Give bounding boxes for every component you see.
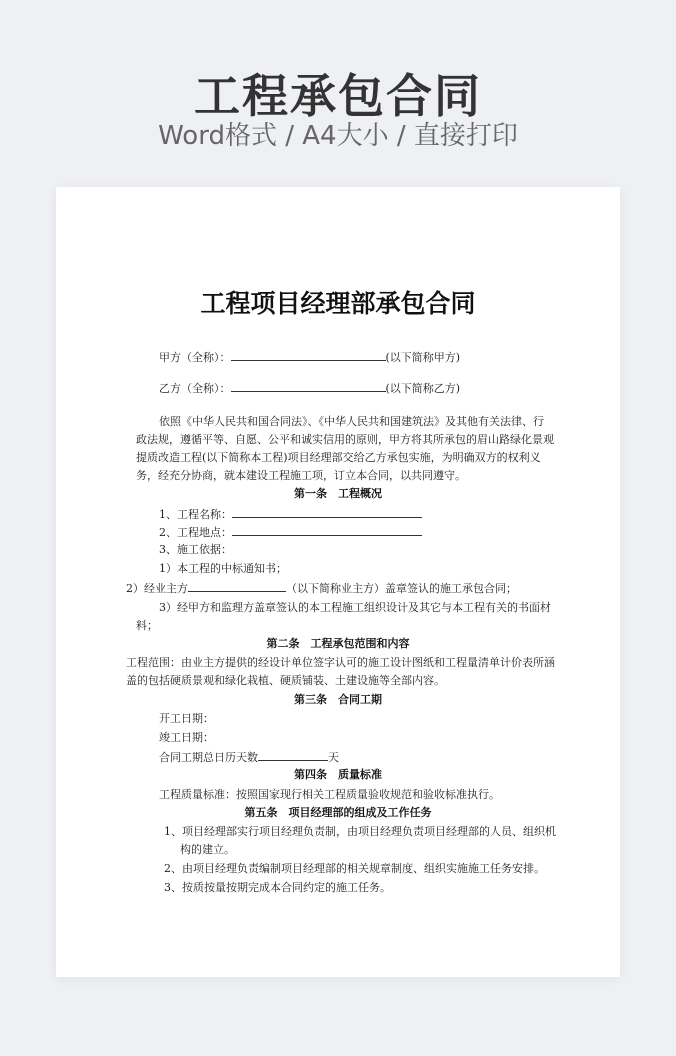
end-date-line: 竣工日期： — [159, 731, 214, 744]
intro-line-4: 务，经充分协商，就本建设工程施工项，订立本合同，以共同遵守。 — [136, 469, 466, 482]
project-location-blank — [232, 524, 422, 536]
art1-sub-2 — [126, 580, 517, 597]
art1-sub-1: 1）本工程的中标通知书； — [159, 562, 287, 575]
art1-sub-2-start: 2）经业主方 — [126, 582, 188, 595]
art1-item-3: 3、施工依据： — [159, 543, 232, 556]
article-3-heading: 第三条 合同工期 — [294, 693, 382, 706]
art5-line-3: 3、按质按量按期完成本合同约定的施工任务。 — [164, 881, 391, 894]
art5-line-1b: 构的建立。 — [180, 843, 235, 856]
total-days-blank — [258, 749, 328, 761]
art4-line-1: 工程质量标准：按照国家现行相关工程质量验收规范和验收标准执行。 — [159, 788, 500, 801]
art1-item-1-label: 1、工程名称： — [159, 508, 232, 521]
total-days-line — [159, 749, 339, 766]
party-b-label: 乙方（全称）： — [159, 382, 231, 395]
intro-line-1: 依照《中华人民共和国合同法》、《中华人民共和国建筑法》及其他有关法律、行 — [159, 415, 544, 428]
art5-line-2: 2、由项目经理负责编制项目经理部的相关规章制度、组织实施施工任务安排。 — [164, 862, 545, 875]
article-1-heading: 第一条 工程概况 — [294, 487, 382, 500]
art1-item-1 — [159, 506, 422, 523]
art1-sub-3b: 料； — [136, 619, 158, 632]
party-b-line — [159, 380, 460, 397]
start-date-line: 开工日期： — [159, 712, 214, 725]
article-2-heading: 第二条 工程承包范围和内容 — [266, 637, 410, 650]
intro-line-3: 提质改造工程(以下简称本工程)项目经理部交给乙方承包实施，为明确双方的权利义 — [136, 451, 541, 464]
owner-blank — [188, 580, 286, 592]
project-name-blank — [232, 506, 422, 518]
party-a-suffix: (以下简称甲方) — [385, 351, 461, 364]
art1-sub-2-end: （以下简称业主方）盖章签认的施工承包合同； — [286, 582, 517, 595]
party-a-line — [159, 349, 460, 366]
hero-title: 工程承包合同 — [194, 69, 482, 123]
art2-line-2: 盖的包括硬质景观和绿化栽植、硬质铺装、土建设施等全部内容。 — [126, 674, 445, 687]
art1-item-2 — [159, 524, 422, 541]
art2-line-1: 工程范围：由业主方提供的经设计单位签字认可的施工设计图纸和工程量清单计价表所涵 — [126, 656, 555, 669]
article-5-heading: 第五条 项目经理部的组成及工作任务 — [244, 806, 432, 819]
art5-line-1a: 1、项目经理部实行项目经理负责制，由项目经理负责项目经理部的人员、组织机 — [164, 825, 556, 838]
art1-item-2-label: 2、工程地点： — [159, 526, 232, 539]
party-a-label: 甲方（全称）： — [159, 351, 231, 364]
hero-subtitle: Word格式 / A4大小 / 直接打印 — [158, 121, 518, 151]
total-days-label: 合同工期总日历天数 — [159, 751, 258, 764]
party-b-blank — [231, 380, 386, 392]
article-4-heading: 第四条 质量标准 — [294, 768, 382, 781]
document-title: 工程项目经理部承包合同 — [200, 289, 476, 318]
document-page — [56, 187, 620, 977]
intro-line-2: 政法规，遵循平等、自愿、公平和诚实信用的原则，甲方将其所承包的眉山路绿化景观 — [136, 433, 554, 446]
art1-sub-3a: 3）经甲方和监理方盖章签认的本工程施工组织设计及其它与本工程有关的书面材 — [159, 601, 551, 614]
total-days-unit: 天 — [328, 751, 339, 764]
party-a-blank — [231, 349, 386, 361]
party-b-suffix: (以下简称乙方) — [385, 382, 461, 395]
